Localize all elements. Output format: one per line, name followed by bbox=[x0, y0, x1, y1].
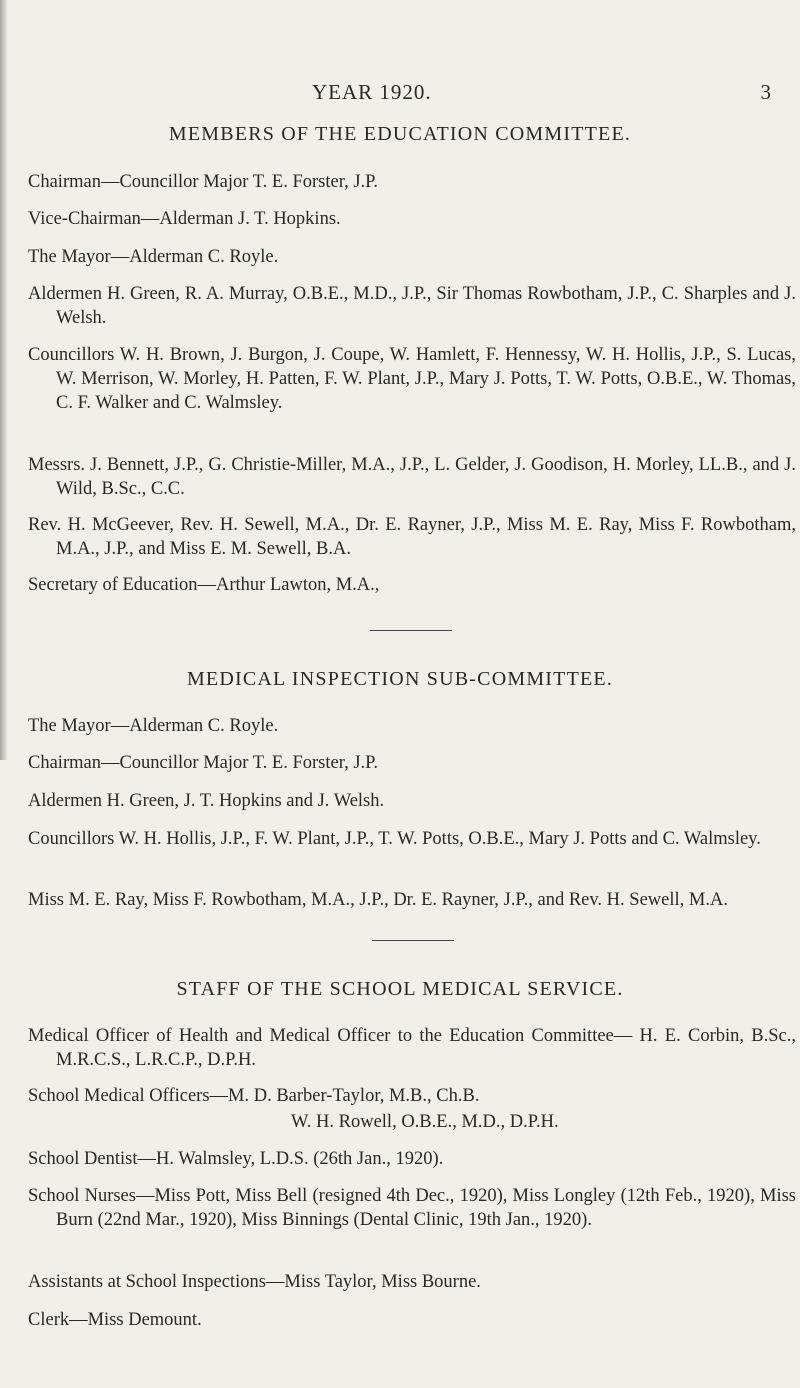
subcommittee-mayor: The Mayor—Alderman C. Royle. bbox=[28, 716, 279, 736]
committee-mayor: The Mayor—Alderman C. Royle. bbox=[28, 247, 279, 267]
subcommittee-heading: MEDICAL INSPECTION SUB-COMMITTEE. bbox=[186, 668, 614, 690]
committee-aldermen: Aldermen H. Green, R. A. Murray, O.B.E., M.D., J.P., Sir Thomas Rowbotham, J.P., C. Sharples and J. Welsh. bbox=[28, 284, 796, 328]
medical-officer-of-health: Medical Officer of Health and Medical Officer to the Education Committee— H. E. Corbin, B.Sc., M.R.C.S., L.R.C.P., D.P.H. bbox=[28, 1026, 796, 1070]
school-nurses: School Nurses—Miss Pott, Miss Bell (resigned 4th Dec., 1920), Miss Longley (12th Feb., 1920), Miss Burn (22nd Mar., 1920), Miss Binnings (Dental Clinic, 19th Jan., 1920). bbox=[28, 1186, 796, 1230]
school-medical-officers: School Medical Officers—M. D. Barber-Taylor, M.B., Ch.B. bbox=[28, 1086, 480, 1106]
medical-staff-heading: STAFF OF THE SCHOOL MEDICAL SERVICE. bbox=[176, 978, 624, 1000]
education-committee-heading: MEMBERS OF THE EDUCATION COMMITTEE. bbox=[168, 123, 632, 145]
subcommittee-councillors: Councillors W. H. Hollis, J.P., F. W. Plant, J.P., T. W. Potts, O.B.E., Mary J. Potts and C. Walmsley. bbox=[28, 829, 761, 849]
running-head bbox=[0, 80, 800, 108]
page-number: 3 bbox=[760, 80, 772, 104]
subcommittee-aldermen: Aldermen H. Green, J. T. Hopkins and J. Welsh. bbox=[28, 791, 385, 811]
subcommittee-others: Miss M. E. Ray, Miss F. Rowbotham, M.A., J.P., Dr. E. Rayner, J.P., and Rev. H. Sewell, M.A. bbox=[28, 890, 728, 910]
committee-secretary: Secretary of Education—Arthur Lawton, M.A., bbox=[28, 575, 380, 595]
committee-chairman: Chairman—Councillor Major T. E. Forster, J.P. bbox=[28, 172, 379, 192]
section-divider bbox=[372, 940, 454, 941]
school-medical-officers-second: W. H. Rowell, O.B.E., M.D., D.P.H. bbox=[291, 1112, 559, 1132]
clerk: Clerk—Miss Demount. bbox=[28, 1310, 202, 1330]
subcommittee-chairman: Chairman—Councillor Major T. E. Forster, J.P. bbox=[28, 753, 379, 773]
section-divider bbox=[370, 630, 452, 631]
committee-messrs: Messrs. J. Bennett, J.P., G. Christie-Miller, M.A., J.P., L. Gelder, J. Goodison, H. Morley, LL.B., and J. Wild, B.Sc., C.C. bbox=[28, 455, 796, 499]
committee-vice-chairman: Vice-Chairman—Alderman J. T. Hopkins. bbox=[28, 209, 341, 229]
school-dentist: School Dentist—H. Walmsley, L.D.S. (26th Jan., 1920). bbox=[28, 1149, 444, 1169]
running-head-year: YEAR 1920. bbox=[312, 80, 432, 104]
school-inspection-assistants: Assistants at School Inspections—Miss Taylor, Miss Bourne. bbox=[28, 1272, 481, 1292]
committee-councillors: Councillors W. H. Brown, J. Burgon, J. Coupe, W. Hamlett, F. Hennessy, W. H. Hollis, J.P., S. Lucas, W. Merrison, W. Morley, H. Patten, F. W. Plant, J.P., Mary J. Potts, T. W. Potts, O.B.E., W. Thomas, C. F. Walker and C. Walmsley. bbox=[28, 345, 796, 413]
committee-co-opted: Rev. H. McGeever, Rev. H. Sewell, M.A., Dr. E. Rayner, J.P., Miss M. E. Ray, Miss F. Rowbotham, M.A., J.P., and Miss E. M. Sewell, B.A. bbox=[28, 515, 796, 559]
